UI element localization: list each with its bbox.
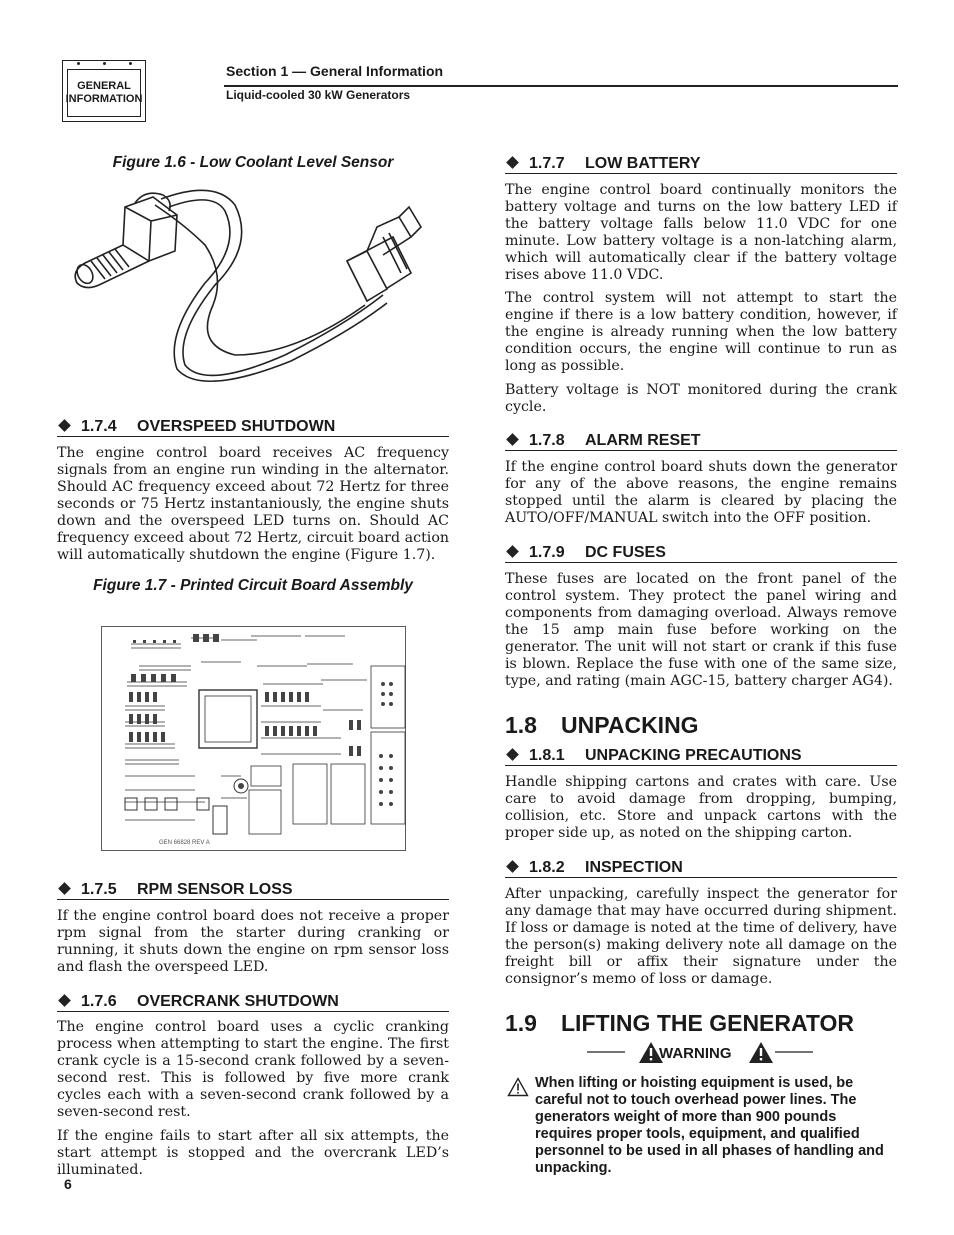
paragraph-1-7-6-b: If the engine fails to start after all six attempts, the start attempt is stopped and the overcrank LED’s illuminated. (57, 1128, 449, 1178)
diamond-bullet-icon (58, 994, 71, 1007)
warning-banner (585, 1040, 815, 1068)
warning-label: WARNING (659, 1045, 732, 1062)
badge-line1: GENERAL (77, 80, 131, 92)
paragraph-1-7-9: These fuses are located on the front panel of the control system. They protect the panel wiring and components from damaging overload. Always remove the 15 amp main fuse before working on the generator. The unit will not start or crank if this fuse is blown. Replace the fuse with one of the same size, type, and rating (main AGC-15, battery charger AG4). (505, 571, 897, 689)
page-number: 6 (64, 1176, 72, 1192)
diamond-bullet-icon (506, 156, 519, 169)
figure-1-6-caption: Figure 1.6 - Low Coolant Level Sensor (112, 154, 394, 171)
paragraph-1-7-7-b: The control system will not attempt to start the engine if there is a low battery condition, however, if the engine is already running when the low battery condition occurs, the engine will continue to run as long as possible. (505, 290, 897, 374)
paragraph-1-8-1: Handle shipping cartons and crates with care. Use care to avoid damage from dropping, bumping, collision, etc. Store and unpack cartons with the proper side up, as noted on the shipping carton. (505, 774, 897, 841)
diamond-bullet-icon (58, 419, 71, 432)
paragraph-1-7-8: If the engine control board shuts down the generator for any of the above reasons, the engine remains stopped until the alarm is cleared by placing the AUTO/OFF/MANUAL switch into the OFF position. (505, 459, 897, 526)
diamond-bullet-icon (506, 860, 519, 873)
heading-1-8-2: 1.8.2 INSPECTION (505, 859, 897, 878)
diamond-bullet-icon (506, 748, 519, 761)
coolant-sensor-illustration (65, 185, 425, 390)
warning-text: When lifting or hoisting equipment is used, be careful not to touch overhead power lines. The generators weight of more than 900 pounds requires proper tools, equipment, and qualified personnel to be used in all phases of handling and unpacking. (535, 1075, 884, 1176)
heading-1-8: 1.8 UNPACKING (505, 712, 699, 738)
figure-1-7-caption: Figure 1.7 - Printed Circuit Board Assembly (93, 577, 413, 594)
heading-1-7-9: 1.7.9 DC FUSES (505, 544, 897, 563)
section-title: Section 1 — General Information (226, 63, 444, 79)
paragraph-1-7-4: The engine control board receives AC frequency signals from an engine run winding in the alternator. Should AC frequency exceed about 72 Hertz for three seconds or 75 Hertz instantaniously, the engine shuts down and the overspeed LED turns on. Should AC frequency exceed about 72 Hertz, circuit board action will automatically shutdown the engine (Figure 1.7). (57, 445, 449, 563)
paragraph-1-7-5: If the engine control board does not receive a proper rpm signal from the starter during cranking or running, it shuts down the engine on rpm sensor loss and flash the overspeed LED. (57, 908, 449, 975)
paragraph-1-7-6-a: The engine control board uses a cyclic cranking process when attempting to start the engine. The first crank cycle is a 15-second crank followed by a seven-second rest. This is followed by five more crank cycles each with a seven-second crank followed by a seven-second rest. (57, 1019, 449, 1120)
heading-1-8-1: 1.8.1 UNPACKING PRECAUTIONS (505, 747, 897, 766)
heading-1-9: 1.9 LIFTING THE GENERATOR (505, 1010, 855, 1036)
paragraph-1-7-7-c: Battery voltage is NOT monitored during the crank cycle. (505, 382, 897, 415)
section-badge (62, 60, 146, 122)
heading-1-7-6: 1.7.6 OVERCRANK SHUTDOWN (57, 993, 449, 1012)
heading-1-7-4: 1.7.4 OVERSPEED SHUTDOWN (57, 418, 449, 437)
caution-triangle-icon (507, 1077, 529, 1097)
paragraph-1-8-2: After unpacking, carefully inspect the generator for any damage that may have occurred during shipment. If loss or damage is noted at the time of delivery, have the person(s) making delivery note all damage on the freight bill or affix their signature under the consignor’s memo of loss or damage. (505, 886, 897, 987)
heading-1-7-8: 1.7.8 ALARM RESET (505, 432, 897, 451)
heading-1-7-5: 1.7.5 RPM SENSOR LOSS (57, 881, 449, 900)
section-subtitle: Liquid-cooled 30 kW Generators (226, 88, 411, 102)
diamond-bullet-icon (58, 882, 71, 895)
heading-1-7-7: 1.7.7 LOW BATTERY (505, 155, 897, 174)
diamond-bullet-icon (506, 545, 519, 558)
diamond-bullet-icon (506, 433, 519, 446)
warning-triangle-icon (749, 1042, 773, 1063)
header-rule (224, 85, 898, 87)
circuit-board-illustration (101, 626, 407, 852)
badge-line2: INFORMATION (65, 93, 143, 105)
paragraph-1-7-7-a: The engine control board continually monitors the battery voltage and turns on the low battery LED if the battery voltage falls below 11.0 VDC for one minute. Low battery voltage is a non-latching alarm, which will automatically clear if the battery voltage rises above 11.0 VDC. (505, 182, 897, 283)
board-label: GEN 66828 REV A (159, 840, 210, 846)
